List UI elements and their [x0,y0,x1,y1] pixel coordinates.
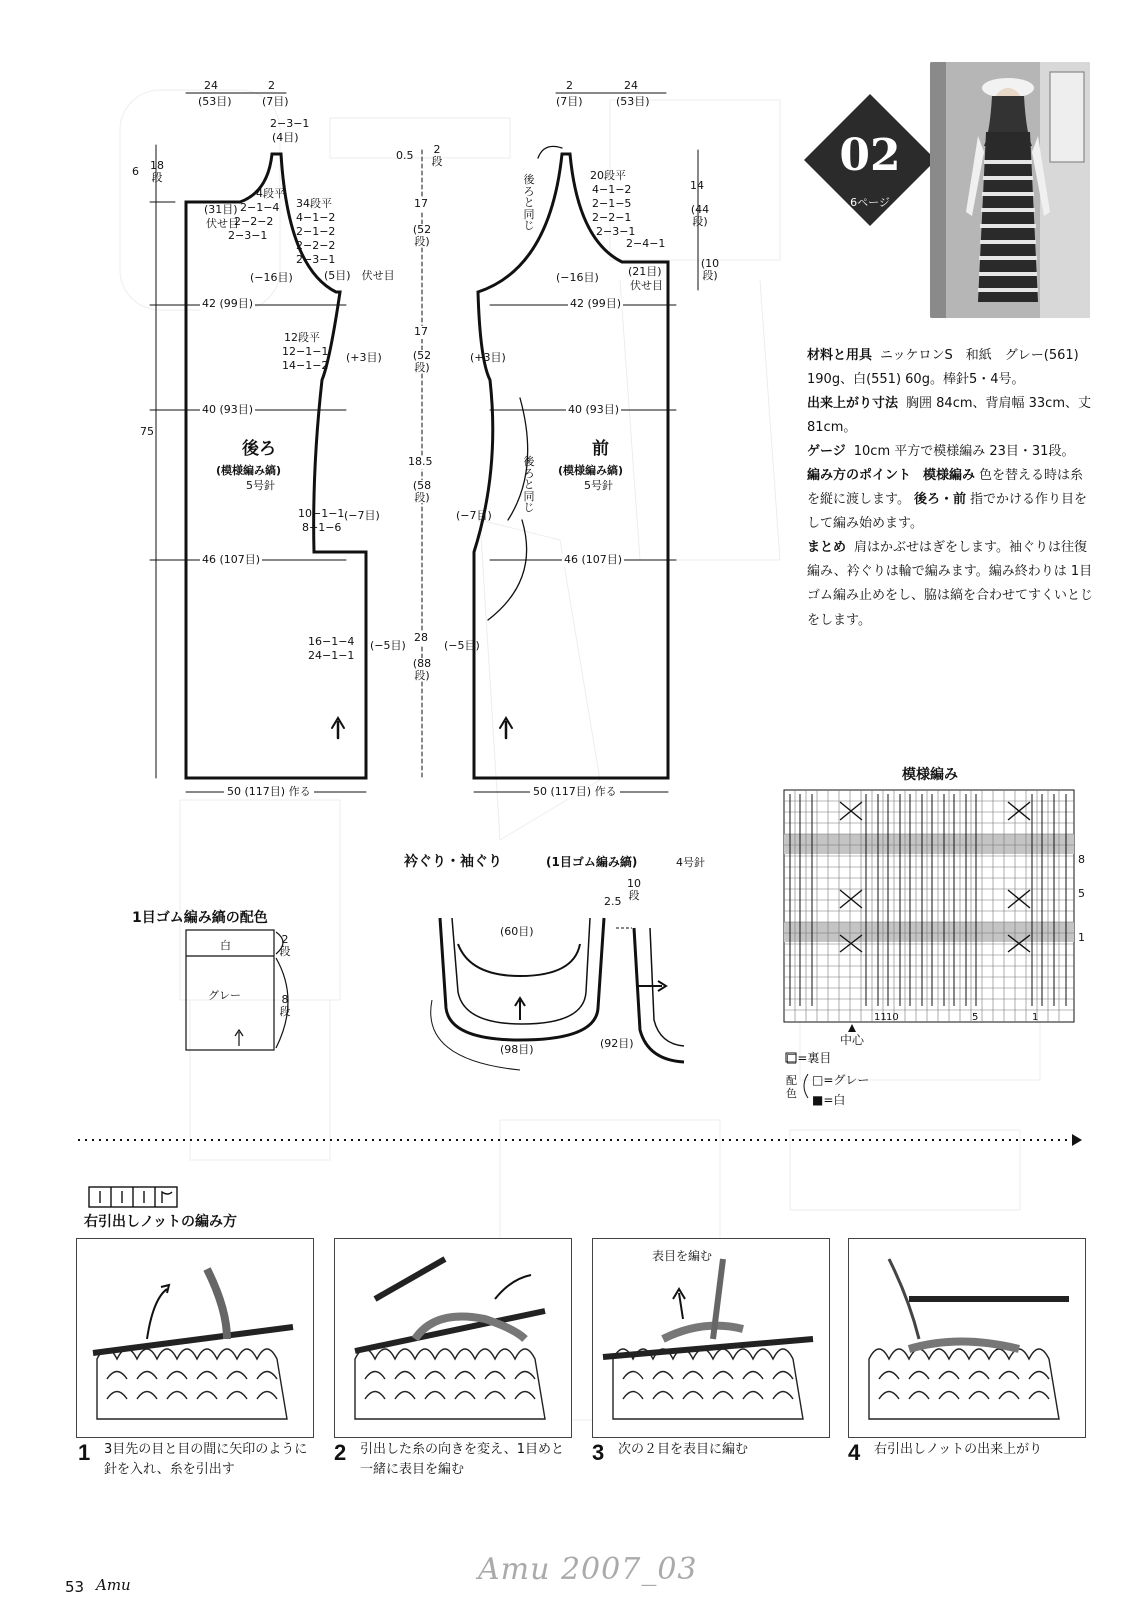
back-inc-step: 12−1−1 [282,345,329,358]
front-title: 前 [592,439,609,459]
ribbing-rows-10: 10 段 [627,877,641,902]
back-title: 後ろ [242,439,276,459]
knot-step-2-illustration [334,1238,572,1438]
front-height-14-rows: (44 段) [690,203,710,228]
front-width-42: 42 (99目) [570,297,622,310]
magazine-brand: Amu [96,1576,131,1594]
pattern-number: 02 [839,130,901,181]
point-line: 編み方のポイント 模様編み 色を替える時は糸を縦に渡します。 後ろ・前 指でかける作り目をして編み始めます。 [807,468,1087,532]
step-number: 4 [848,1440,861,1465]
ribbing-neck-98: (98目) [500,1043,534,1056]
back-dec-step: 10−1−1 [298,507,345,520]
back-neck-step: 2−1−4 [240,201,280,214]
back-neck-step: 2−2−2 [234,215,274,228]
back-neck-dec: 2−3−1 [270,117,310,130]
back-width-24: 24 [204,79,218,92]
legend-purl: □=裏目 [786,1051,832,1065]
back-arm-step: 34段平 [296,197,332,210]
front-bindoff-label: 伏せ目 [630,279,663,292]
chart-col-label: 11 [874,1012,887,1023]
front-same-as-back: 後 ろ と 同 じ [523,173,535,233]
pattern-chart-title: 模様編み [902,767,958,783]
knot-title: 右引出しノットの編み方 [84,1214,238,1230]
model-photo [930,62,1090,318]
legend-white: ■=白 [812,1093,846,1107]
knot-inset-label: 表目を編む [652,1249,713,1263]
chart-col-label: 1 [1032,1012,1039,1023]
chart-col-label: 10 [886,1012,899,1023]
center-17a: 17 [414,197,428,210]
front-width-40: 40 (93目) [568,403,620,416]
chart-center-label: 中心 [840,1033,865,1047]
legend-gray: □=グレー [812,1073,870,1087]
ribbing-neck-60: (60目) [500,925,534,938]
center-28-rows: (88 段) [412,657,432,682]
back-minus5: (−5目) [370,639,406,652]
back-pattern: (模様編み縞) [216,464,282,477]
pattern-instructions [807,344,1093,633]
step-number: 2 [334,1440,347,1465]
step-number: 3 [592,1440,605,1465]
front-minus7: (−7目) [456,509,492,522]
chart-row-label: 5 [1078,887,1085,900]
chart-col-label: 5 [972,1012,979,1023]
back-arm-bindoff: (5目) 伏せ目 [324,269,395,282]
chart-row-label: 8 [1078,853,1085,866]
back-bindoff-count: (31目) [204,203,238,216]
back-neck-step: 2−3−1 [228,229,268,242]
back-neck-step: 4段平 [256,187,285,200]
back-width-46: 46 (107目) [202,553,261,566]
front-neck-step: 2−3−1 [596,225,636,238]
step-caption: 次の２目を表目に編む [618,1442,749,1457]
front-needle: 5号針 [584,479,613,492]
center-18-5-rows: (58 段) [412,479,432,504]
center-17b-rows: (52 段) [412,349,432,374]
back-needle: 5号針 [246,479,275,492]
front-minus16: (−16目) [556,271,599,284]
center-18-5: 18.5 [408,455,433,468]
back-arm-step: 4−1−2 [296,211,336,224]
center-17b: 17 [414,325,428,338]
back-bottom-width: 50 (117目) 作る [224,786,314,799]
back-width-2: 2 [268,79,275,92]
back-arm-step: 2−3−1 [296,253,336,266]
ribbing-needle: 4号針 [676,856,705,869]
front-neck-step: 2−2−1 [592,211,632,224]
front-rows-10: (10 段) [700,257,720,282]
back-minus16: (−16目) [250,271,293,284]
watermark: Amu 2007_03 [478,1552,698,1587]
front-neck-step: 2−4−1 [626,237,666,250]
legend-color-label: 配色 [786,1074,797,1101]
knot-step-4-illustration [848,1238,1086,1438]
finish-line: まとめ 肩はかぶせはぎをします。袖ぐりは往復編み、衿ぐりは輪で編みます。編み終わりは 1目ゴム編み止めをし、脇は縞を合わせてすくいとじをします。 [807,540,1094,628]
front-plus3: (+3目) [470,351,506,364]
knot-step-1-illustration [76,1238,314,1438]
back-minus7: (−7目) [344,509,380,522]
front-width-24: 24 [624,79,638,92]
front-width-2: 2 [566,79,573,92]
step-caption: 3目先の目と目の間に矢印のように針を入れ、糸を引出す [104,1442,308,1478]
back-plus3: (+3目) [346,351,382,364]
center-0-5: 0.5 [396,149,414,162]
front-bottom-width: 50 (117目) 作る [530,786,620,799]
back-width-53: (53目) [198,95,232,108]
ribbing-arm-92: (92目) [600,1037,634,1050]
back-width-42: 42 (99目) [202,297,254,310]
front-width-46: 46 (107目) [564,553,623,566]
step-caption: 右引出しノットの出来上がり [874,1442,1043,1457]
materials-line: 材料と用具 ニッケロンS 和紙 グレー(561) 190g、白(551) 60g。棒針5・4号。 [807,348,1079,388]
color-chart-gray: グレー [208,989,241,1002]
front-same-as-back-lower: 後 ろ と 同 じ [523,455,535,515]
center-28: 28 [414,631,428,644]
chart-row-label: 1 [1078,931,1085,944]
color-chart-title: 1目ゴム編み縞の配色 [132,910,268,926]
size-line: 出来上がり寸法 胸囲 84cm、背肩幅 33cm、丈 81cm。 [807,396,1091,436]
front-minus5: (−5目) [444,639,480,652]
back-dec2-step: 24−1−1 [308,649,355,662]
gauge-line: ゲージ 10cm 平方で模様編み 23目・31段。 [807,444,1075,460]
front-bindoff-count: (21目) [628,265,662,278]
back-total-75: 75 [140,425,154,438]
knot-symbol-icon [88,1186,180,1208]
step-caption: 引出した糸の向きを変え、1目めと一緒に表目を編む [360,1442,565,1478]
ribbing-height-2-5: 2.5 [604,895,622,908]
color-chart-white: 白 [220,939,231,952]
front-neck-step: 2−1−5 [592,197,632,210]
back-neck-dec-stitches: (4目) [272,131,299,144]
ribbing-title-paren: (1目ゴム編み縞) [546,855,638,869]
back-width-7: (7目) [262,95,289,108]
back-neck-rows: 18 段 [150,159,164,184]
back-width-40: 40 (93目) [202,403,254,416]
back-dec2-step: 16−1−4 [308,635,355,648]
color-chart-rows-2: 2 段 [279,933,291,958]
back-bindoff-label: 伏せ目 [206,217,239,230]
front-height-14: 14 [690,179,704,192]
center-17a-rows: (52 段) [412,223,432,248]
back-arm-step: 2−2−2 [296,239,336,252]
front-width-53: (53目) [616,95,650,108]
front-width-7: (7目) [556,95,583,108]
front-neck-step: 4−1−2 [592,183,632,196]
back-dec-step: 8−1−6 [302,521,342,534]
armhole-ribbing [634,928,684,1062]
page-number: 53 [65,1578,85,1596]
back-inc-step: 14−1−2 [282,359,329,372]
back-arm-step: 2−1−2 [296,225,336,238]
back-height-6: 6 [132,165,139,178]
center-0-5-rows: 2 段 [431,143,443,168]
color-chart-rows-8: 8 段 [279,993,291,1018]
step-number: 1 [78,1440,91,1465]
ribbing-title: 衿ぐり・袖ぐり [404,854,502,870]
front-neck-step: 20段平 [590,169,626,182]
front-pattern: (模様編み縞) [558,464,624,477]
pattern-page-ref: 6ページ [850,196,890,209]
knot-step-3-illustration [592,1238,830,1438]
back-inc-step: 12段平 [284,331,320,344]
